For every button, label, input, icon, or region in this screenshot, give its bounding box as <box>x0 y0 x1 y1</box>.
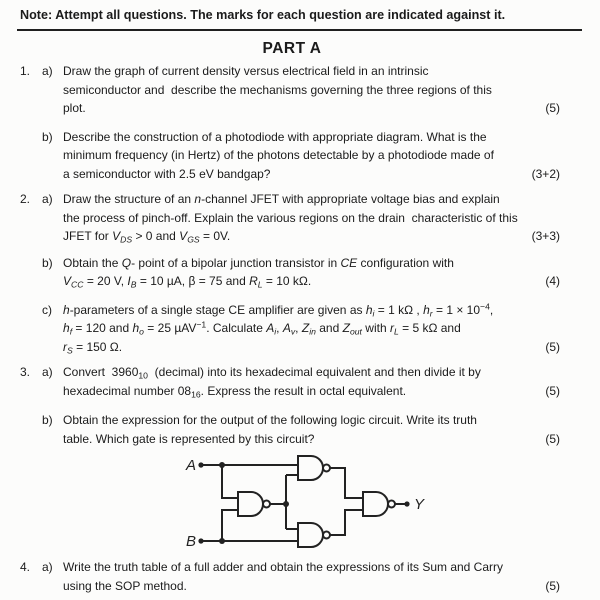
inverter-bubble <box>323 465 330 472</box>
part-text: Draw the graph of current density versus electrical field in an intrinsic semiconductor and describe the mechanisms governing the three regions of this plot. <box>63 64 492 115</box>
part-letter: a) <box>42 192 53 206</box>
label-input-a: A <box>185 457 196 474</box>
marks-badge: (5) <box>545 431 560 446</box>
question-number: 1. <box>20 64 31 78</box>
note-banner: Note: Attempt all questions. The marks for each question are indicated against it. <box>17 6 582 31</box>
input-terminal-a <box>198 462 203 467</box>
question-2b <box>20 254 564 291</box>
inverter-bubble <box>323 532 330 539</box>
part-text: Describe the construction of a photodiode with appropriate diagram. What is the minimum frequency (in Hertz) of the photons detectable by a photodiode made of a semiconductor with 2.5 eV bandgap? <box>63 129 494 181</box>
part-letter: b) <box>42 413 53 427</box>
part-text: Convert $3960_{10}$ (decimal) into its hexadecimal equivalent and then divide it by hexadecimal number $08_{16}$. Express the result in octal equivalent. <box>63 365 481 399</box>
inverter-bubble <box>263 501 270 508</box>
part-letter: a) <box>42 560 53 574</box>
part-text: Obtain the expression for the output of the following logic circuit. Write its truth table. Which gate is represented by this circuit? <box>63 413 477 446</box>
logic-circuit-svg <box>175 452 481 550</box>
question-3b <box>20 411 564 448</box>
marks-badge: (3+2) <box>531 166 560 181</box>
output-terminal-y <box>404 501 409 506</box>
marks-badge: (3+3) <box>531 229 560 243</box>
label-input-b: B <box>185 533 196 550</box>
marks-badge: (5) <box>545 339 560 354</box>
question-1a <box>20 62 564 118</box>
part-text: Obtain the Q- point of a bipolar junction transistor in CE configuration with $V_{CC} = 20$ V, $I_B = 10$ µA, β = 75 and $R_L = 10$ kΩ. <box>63 255 454 290</box>
input-terminal-b <box>198 538 203 543</box>
part-letter: a) <box>42 64 53 78</box>
part-letter: a) <box>42 365 53 379</box>
section-title: PART A <box>262 40 322 57</box>
question-number: 2. <box>20 192 31 206</box>
marks-badge: (5) <box>545 101 560 115</box>
nand-gate-1 <box>238 475 298 529</box>
part-letter: c) <box>42 302 52 317</box>
inverter-bubble <box>388 501 395 508</box>
label-output-y: Y <box>414 496 425 513</box>
question-number: 4. <box>20 560 31 574</box>
marks-badge: (4) <box>545 274 560 288</box>
nand-gate-2 <box>298 456 363 498</box>
question-2a <box>20 190 564 246</box>
part-letter: b) <box>42 129 53 144</box>
part-letter: b) <box>42 255 53 270</box>
part-text: h-parameters of a single stage CE amplifier are given as $h_i = 1$ kΩ , $h_r = 1 \times 10^{-4}$, $h_f = 120$ and $h_o = 25$ µAV$^{-1}$. Calculate $A_i$, $A_v$, $Z_{in}$ and $Z_{out}$ with $r_L = 5$ kΩ and $r_S = 150$ Ω. <box>63 301 494 355</box>
marks-badge: (5) <box>545 383 560 398</box>
part-text: Write the truth table of a full adder and obtain the expressions of its Sum and Carry using the SOP method. <box>63 560 504 593</box>
part-text: Draw the structure of an n-channel JFET with appropriate voltage bias and explain the process of pinch-off. Explain the various regions on the drain characteristic of this JFET for $V_{DS} > 0$ and $V_{GS} = 0V$. <box>63 192 518 245</box>
nand-gate-3 <box>298 510 363 547</box>
question-4a <box>20 558 564 595</box>
question-2c <box>20 301 564 357</box>
question-3a <box>20 363 564 400</box>
marks-badge: (5) <box>545 578 560 593</box>
question-number: 3. <box>20 365 31 379</box>
logic-circuit-diagram <box>175 452 481 550</box>
nand-gate-4 <box>363 492 410 516</box>
question-1b <box>20 128 564 184</box>
